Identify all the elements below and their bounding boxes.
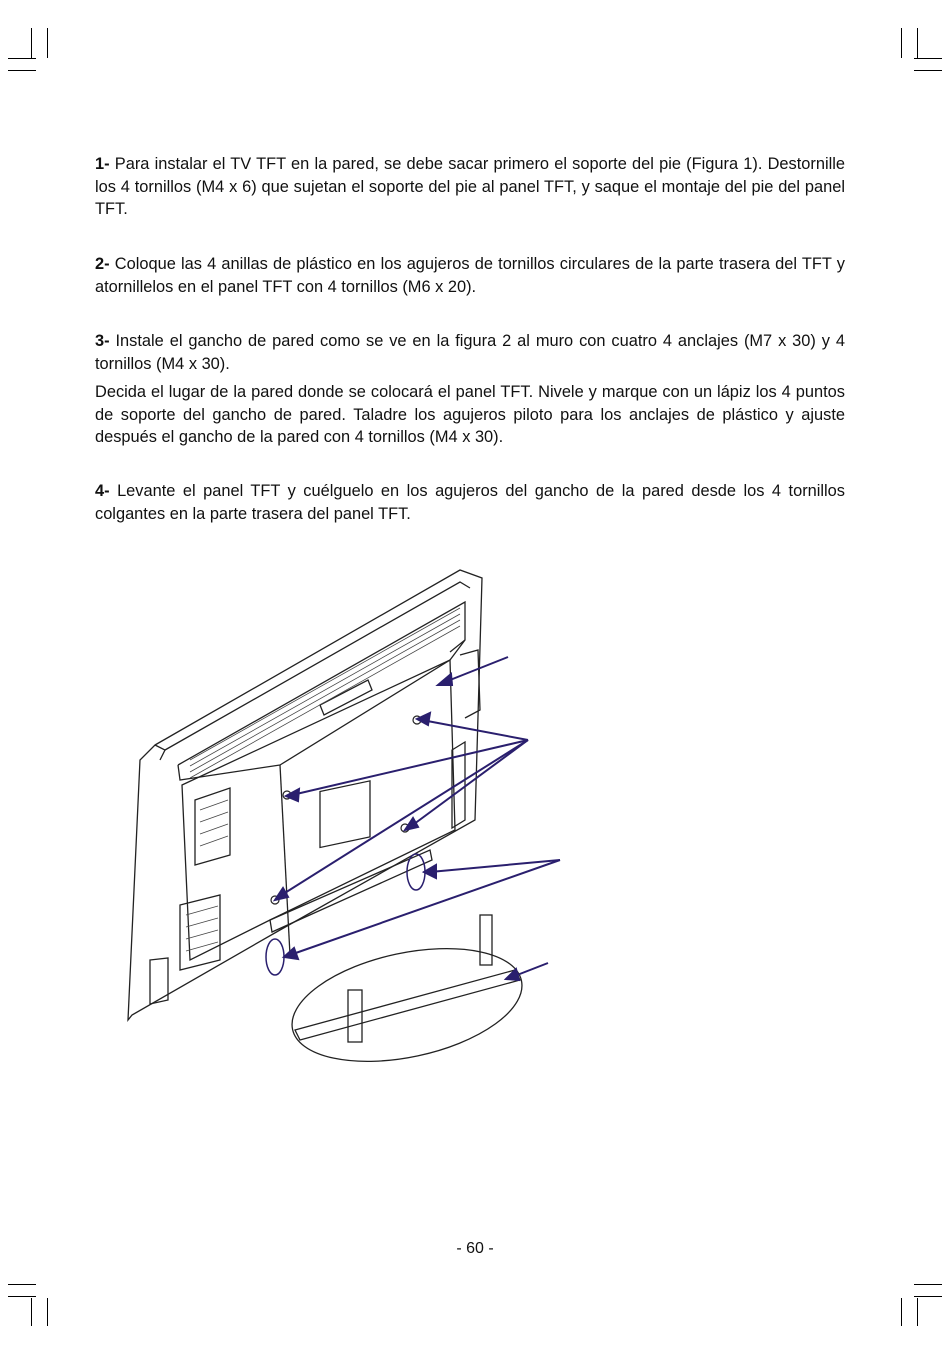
step-2-number: 2- (95, 255, 110, 273)
step-4-paragraph (95, 480, 845, 525)
step-4 (95, 480, 845, 525)
step-3-number: 3- (95, 332, 110, 350)
step-1-paragraph (95, 153, 845, 221)
page-number: - 60 - (456, 1240, 494, 1257)
step-2 (95, 253, 845, 298)
step-2-paragraph (95, 253, 845, 298)
step-4-text: Levante el panel TFT y cuélguelo en los agujeros del gancho de la pared desde los 4 tornillos colgantes en la parte trasera del panel TFT. (95, 482, 845, 523)
step-3 (95, 330, 845, 449)
step-2-text: Coloque las 4 anillas de plástico en los agujeros de tornillos circulares de la parte trasera del TFT y atornillelos en el panel TFT con 4 tornillos (M6 x 20). (95, 255, 845, 296)
tv-illustration (120, 560, 580, 1090)
step-3-text-2: Decida el lugar de la pared donde se colocará el panel TFT. Nivele y marque con un lápiz los 4 puntos de soporte del gancho de pared. Taladre los agujeros piloto para los anclajes de plástico y ajuste después el gancho de la pared con 4 tornillos (M4 x 30). (95, 383, 845, 446)
callout-arrows (275, 657, 560, 980)
step-4-number: 4- (95, 482, 110, 500)
step-3-paragraph (95, 330, 845, 375)
step-1 (95, 153, 845, 221)
step-1-number: 1- (95, 155, 110, 173)
stand-drawing (282, 915, 533, 1080)
screw-holes (271, 716, 421, 904)
step-1-text: Para instalar el TV TFT en la pared, se debe sacar primero el soporte del pie (Figura 1). Destornille los 4 tornillos (M4 x 6) que sujetan el soporte del pie al panel TFT, y saque el montaje del pie del panel TFT. (95, 155, 845, 218)
step-3-text: Instale el gancho de pared como se ve en la figura 2 al muro con cuatro 4 anclajes (M7 x 30) y 4 tornillos (M4 x 30). (95, 332, 845, 373)
tv-rear-stand-figure (120, 560, 580, 1090)
